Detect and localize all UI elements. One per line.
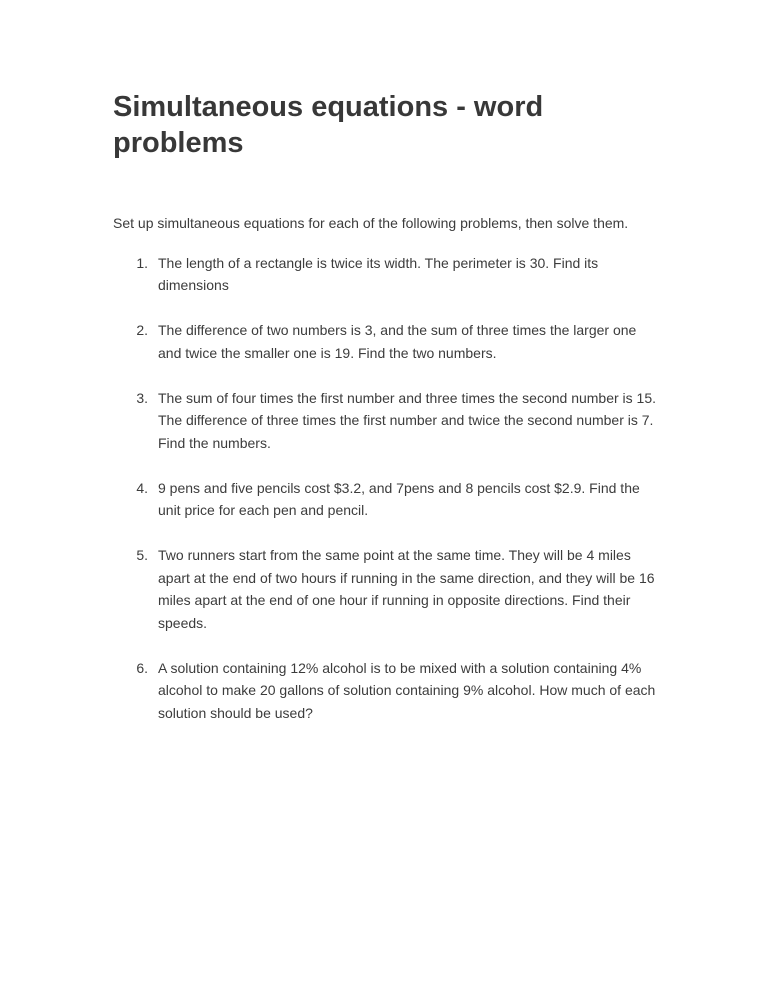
list-item-number: 1. — [136, 254, 148, 271]
list-item — [113, 544, 658, 634]
list-item — [113, 477, 658, 522]
list-item-number: 4. — [136, 479, 148, 496]
document-page — [113, 89, 658, 747]
list-item-text: 9 pens and five pencils cost $3.2, and 7pens and 8 pencils cost $2.9. Find the unit price for each pen and pencil. — [158, 479, 640, 518]
list-item-text: The sum of four times the first number and three times the second number is 15. The difference of three times the first number and twice the second number is 7. Find the numbers. — [158, 389, 657, 451]
list-item-text: The length of a rectangle is twice its width. The perimeter is 30. Find its dimensions — [158, 254, 599, 293]
list-item-text: The difference of two numbers is 3, and the sum of three times the larger one and twice the smaller one is 19. Find the two numbers. — [158, 322, 637, 361]
problem-list — [113, 252, 658, 725]
intro-paragraph: Set up simultaneous equations for each of the following problems, then solve them. — [113, 215, 629, 231]
list-item-number: 5. — [136, 547, 148, 563]
list-item — [113, 252, 658, 297]
list-item-number: 2. — [136, 322, 148, 338]
list-item — [113, 319, 658, 364]
list-item-text: A solution containing 12% alcohol is to be mixed with a solution containing 4% alcohol to make 20 gallons of solution containing 9% alcohol. How much of each solution should be used? — [158, 659, 656, 721]
list-item-number: 3. — [136, 389, 148, 406]
page-title: Simultaneous equations - word problems — [113, 91, 544, 159]
list-item-text: Two runners start from the same point at the same time. They will be 4 miles apart at the end of two hours if running in the same direction, and they will be 16 miles apart at the end of one hour if running in opposite directions. Find their speeds. — [158, 547, 655, 631]
list-item — [113, 387, 658, 455]
list-item-number: 6. — [136, 659, 148, 676]
list-item — [113, 657, 658, 725]
